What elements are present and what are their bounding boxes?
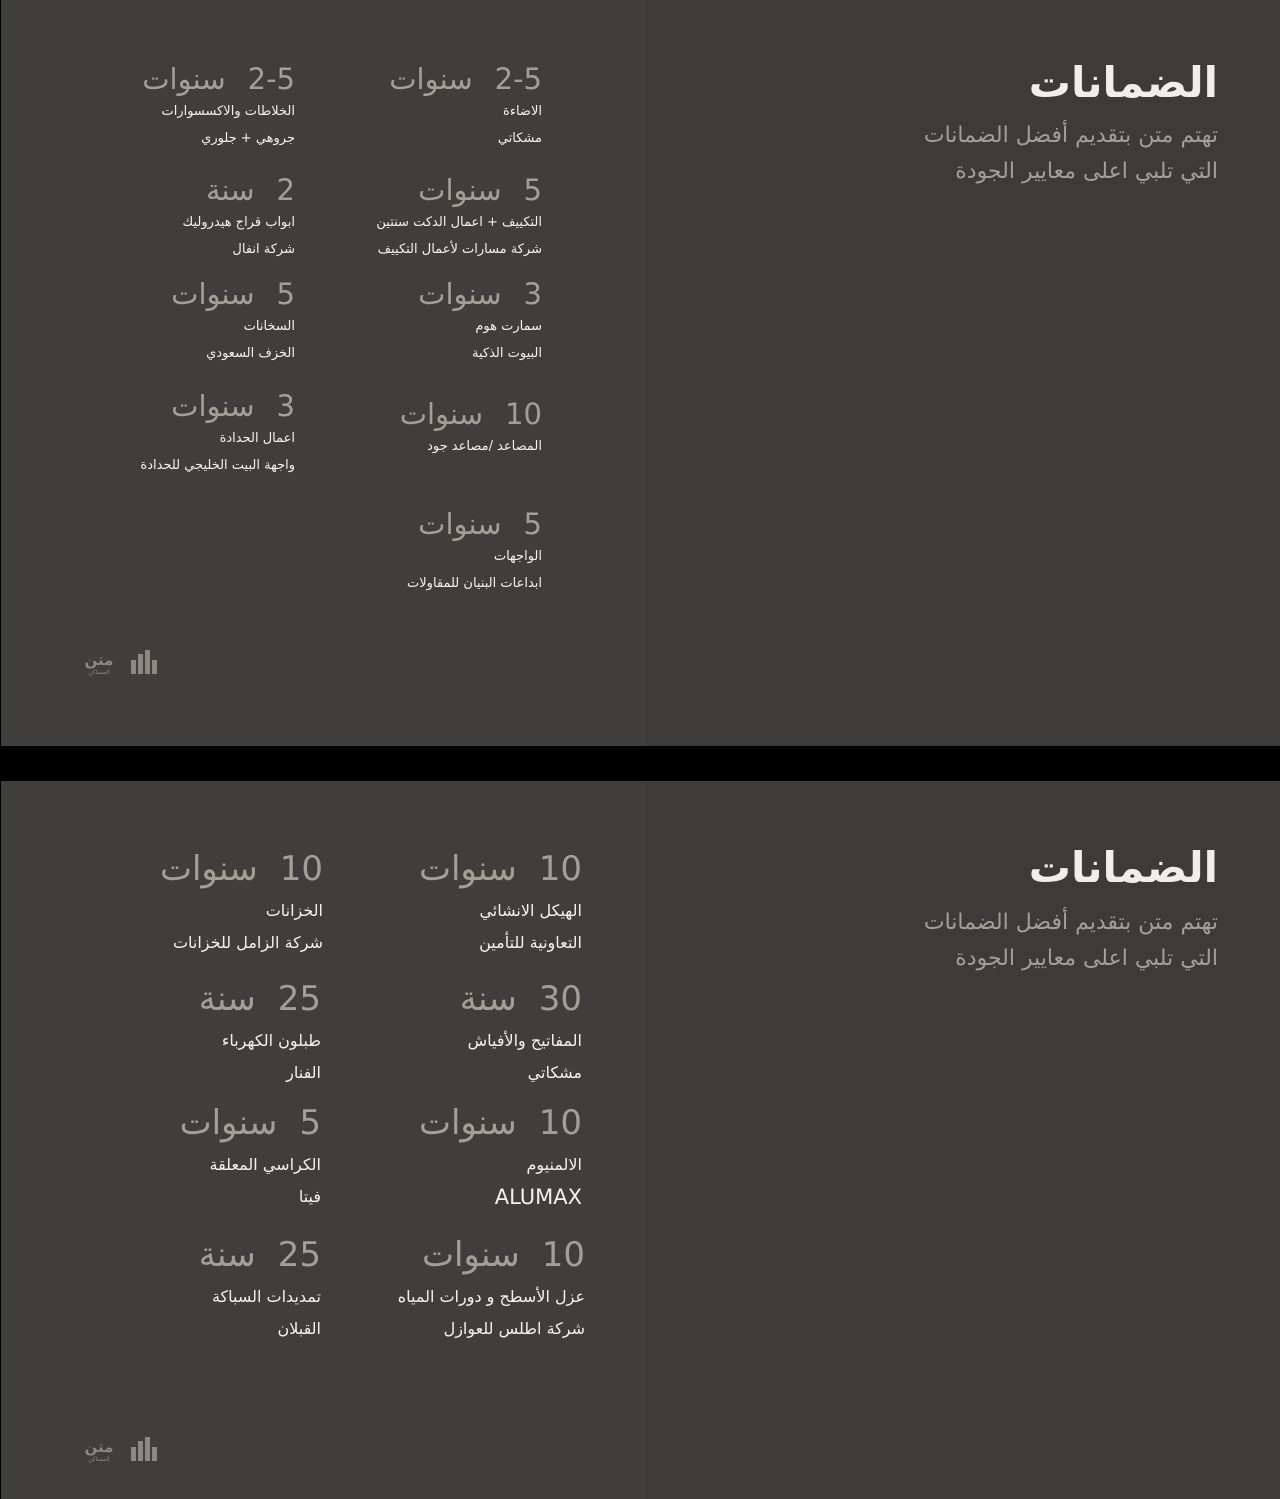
warranty-card-ironwork bbox=[140, 387, 295, 479]
warranty-card-elevators bbox=[400, 395, 542, 460]
warranty-provider: ابداعات البنيان للمقاولات bbox=[407, 576, 542, 591]
warranty-card-lighting bbox=[389, 60, 542, 152]
warranty-duration: 2-5سنوات bbox=[389, 62, 542, 96]
slide-title: الضمانات bbox=[1028, 843, 1218, 892]
warranty-card-hanging-chairs bbox=[180, 1101, 321, 1213]
warranty-duration: 5سنوات bbox=[418, 173, 542, 207]
warranty-card-tanks bbox=[160, 847, 323, 959]
warranty-card-switches bbox=[460, 977, 582, 1089]
warranty-provider: مشكاتي bbox=[527, 1063, 582, 1082]
warranty-item: الواجهات bbox=[493, 549, 542, 564]
logo-subtext: المساكن bbox=[88, 1456, 110, 1463]
warranty-duration: 10سنوات bbox=[399, 397, 542, 431]
warranty-card-insulation bbox=[398, 1233, 585, 1345]
warranty-duration: 5سنوات bbox=[171, 277, 295, 311]
warranty-card-aluminium bbox=[419, 1101, 582, 1213]
warranty-item: التكييف + اعمال الدكت سنتين bbox=[376, 215, 542, 230]
logo-mark-icon bbox=[131, 1437, 157, 1461]
warranty-duration: 5سنوات bbox=[179, 1103, 321, 1143]
warranty-provider: فيتا bbox=[298, 1187, 321, 1206]
warranty-duration: 10سنوات bbox=[418, 849, 582, 889]
warranty-item: الخزانات bbox=[265, 901, 323, 920]
warranty-item: المفاتيح والأفياش bbox=[467, 1031, 582, 1050]
warranty-card-smart-home bbox=[418, 275, 542, 367]
warranty-card-garage-doors bbox=[183, 171, 295, 263]
slide-subtitle bbox=[924, 118, 1218, 190]
warranty-duration: 30سنة bbox=[459, 979, 582, 1019]
warranty-item: طبلون الكهرباء bbox=[221, 1031, 321, 1050]
warranty-duration: 10سنوات bbox=[418, 1103, 582, 1143]
warranty-duration: 3سنوات bbox=[418, 277, 542, 311]
logo-word: متن bbox=[84, 1438, 114, 1456]
warranty-card-facades bbox=[407, 505, 542, 597]
warranty-card-structure bbox=[419, 847, 582, 959]
company-logo bbox=[71, 650, 161, 680]
warranty-duration: 25سنة bbox=[198, 1235, 321, 1275]
subtitle-line: التي تلبي اعلى معايير الجودة bbox=[955, 159, 1218, 184]
warranty-item: ابواب قراج هيدروليك bbox=[182, 215, 295, 230]
warranty-item: تمديدات السباكة bbox=[211, 1287, 321, 1306]
warranty-provider: واجهة البيت الخليجي للحدادة bbox=[140, 458, 295, 473]
warranty-provider: ALUMAX bbox=[494, 1185, 582, 1209]
warranty-card-mixers bbox=[142, 60, 295, 152]
logo-mark-icon bbox=[131, 650, 157, 674]
warranty-duration: 2سنة bbox=[205, 173, 295, 207]
warranty-provider: القبلان bbox=[277, 1319, 321, 1338]
warranty-provider: شركة انفال bbox=[232, 242, 295, 257]
subtitle-line: التي تلبي اعلى معايير الجودة bbox=[955, 946, 1218, 971]
warranty-duration: 3سنوات bbox=[171, 389, 295, 423]
slide-title: الضمانات bbox=[1028, 58, 1218, 107]
warranty-card-plumbing bbox=[199, 1233, 321, 1345]
logo-word: متن bbox=[84, 651, 114, 669]
warranty-duration: 2-5سنوات bbox=[142, 62, 295, 96]
logo-subtext: المساكن bbox=[88, 669, 110, 676]
warranty-item: اعمال الحدادة bbox=[219, 431, 295, 446]
warranty-item: الاضاءة bbox=[503, 104, 542, 119]
warranty-provider: الخزف السعودي bbox=[206, 346, 295, 361]
warranty-item: الكراسي المعلقة bbox=[209, 1155, 321, 1174]
warranty-duration: 10سنوات bbox=[421, 1235, 585, 1275]
warranty-item: السخانات bbox=[243, 319, 295, 334]
warranty-duration: 5سنوات bbox=[418, 507, 542, 541]
warranty-item: الالمنيوم bbox=[526, 1155, 582, 1174]
warranty-provider: الفنار bbox=[286, 1063, 321, 1082]
warranty-provider: شركة الزامل للخزانات bbox=[172, 933, 323, 952]
slide-subtitle bbox=[924, 905, 1218, 977]
warranty-provider: شركة مسارات لأعمال التكييف bbox=[377, 242, 542, 257]
subtitle-line: تهتم متن بتقديم أفضل الضمانات bbox=[923, 123, 1218, 148]
warranty-duration: 25سنة bbox=[198, 979, 321, 1019]
warranty-provider: شركة اطلس للعوازل bbox=[443, 1319, 585, 1338]
warranty-card-electric-panel bbox=[199, 977, 321, 1089]
warranty-provider: مشكاتي bbox=[497, 131, 542, 146]
title-panel bbox=[646, 0, 1280, 746]
warranty-item: الهيكل الانشائي bbox=[479, 901, 582, 920]
company-logo bbox=[71, 1437, 161, 1467]
warranty-item: عزل الأسطح و دورات المياه bbox=[397, 1287, 585, 1306]
warranty-provider: البيوت الذكية bbox=[472, 346, 542, 361]
subtitle-line: تهتم متن بتقديم أفضل الضمانات bbox=[923, 910, 1218, 935]
warranty-item: المصاعد /مصاعد جود bbox=[427, 439, 542, 454]
warranty-card-ac bbox=[376, 171, 542, 263]
warranty-card-heaters bbox=[171, 275, 295, 367]
warranty-item: سمارت هوم bbox=[475, 319, 542, 334]
warranty-provider: جروهي + جلوري bbox=[201, 131, 295, 146]
warranty-duration: 10سنوات bbox=[159, 849, 323, 889]
warranty-slide-2 bbox=[1, 781, 1280, 1499]
warranty-provider: التعاونية للتأمين bbox=[479, 933, 582, 952]
warranty-slide-1 bbox=[1, 0, 1280, 746]
warranty-item: الخلاطات والاكسسوارات bbox=[161, 104, 295, 119]
